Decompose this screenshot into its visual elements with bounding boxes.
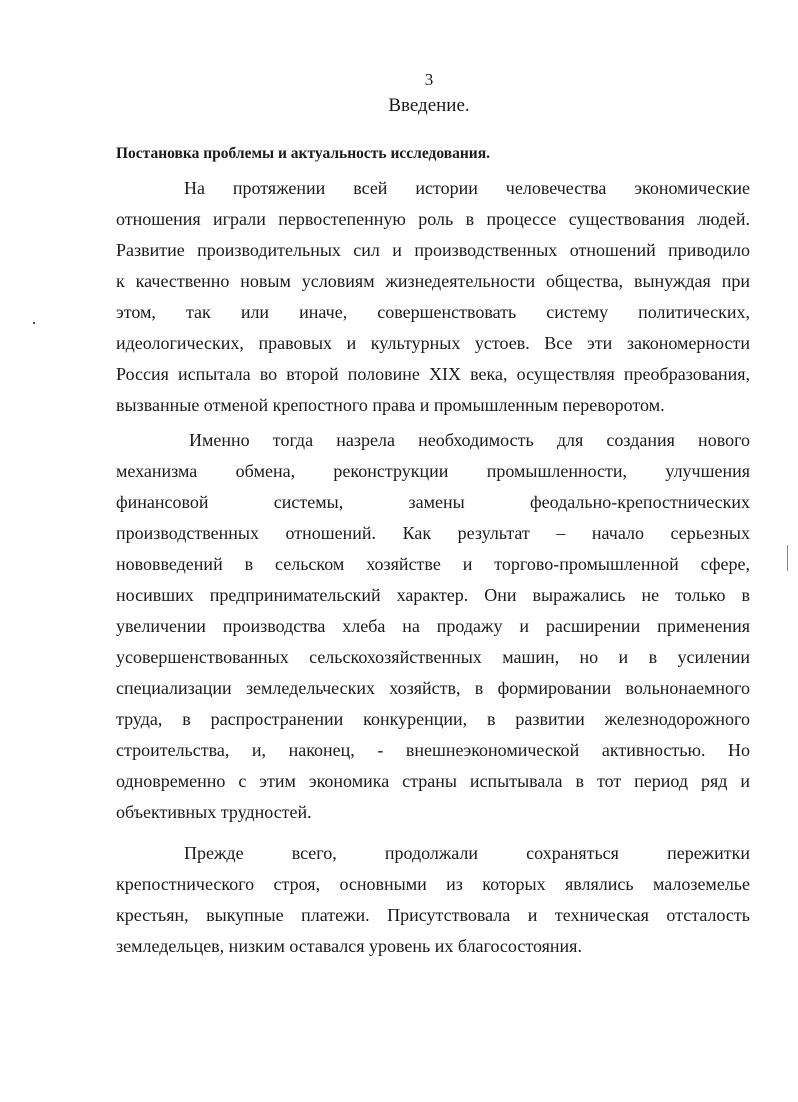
paragraph-line: специализации земледельческих хозяйств, в формировании вольнонаемного — [116, 678, 750, 698]
scan-edge-mark — [787, 545, 788, 571]
paragraph-line: труда, в распространении конкуренции, в развитии железнодорожного — [116, 709, 750, 729]
paragraph-line: Россия испытала во второй половине XIX века, осуществляя преобразования, — [116, 364, 750, 384]
scan-dot — [33, 322, 35, 324]
paragraph-line: Развитие производительных сил и производственных отношений приводило — [116, 240, 750, 260]
paragraph-line: строительства, и, наконец, - внешнеэкономической активностью. Но — [116, 740, 750, 760]
page-title: Введение. — [388, 95, 470, 116]
paragraph-line: вызванные отменой крепостного права и промышленным переворотом. — [116, 395, 665, 415]
paragraph-line: отношения играли первостепенную роль в процессе существования людей. — [116, 209, 750, 229]
paragraph-line: носивших предпринимательский характер. Они выражались не только в — [116, 585, 750, 605]
paragraph-line: земледельцев, низким оставался уровень их благосостояния. — [116, 936, 582, 956]
paragraph-line: идеологических, правовых и культурных устоев. Все эти закономерности — [116, 333, 750, 353]
paragraph-line: производственных отношений. Как результат – начало серьезных — [116, 523, 750, 543]
paragraph-line: одновременно с этим экономика страны испытывала в тот период ряд и — [116, 771, 750, 791]
paragraph-line: к качественно новым условиям жизнедеятельности общества, вынуждая при — [116, 271, 750, 291]
paragraph-line: На протяжении всей истории человечества экономические — [184, 178, 750, 198]
paragraph-line: увеличении производства хлеба на продажу и расширении применения — [116, 616, 750, 636]
paragraph-line: нововведений в сельском хозяйстве и торгово-промышленной сфере, — [116, 554, 750, 574]
paragraph-line: этом, так или иначе, совершенствовать систему политических, — [116, 302, 750, 322]
paragraph-line: Именно тогда назрела необходимость для создания нового — [189, 430, 750, 450]
paragraph-line: усовершенствованных сельскохозяйственных машин, но и в усилении — [116, 647, 750, 667]
paragraph-line: Прежде всего, продолжали сохраняться пережитки — [184, 843, 750, 863]
paragraph-line: крепостнического строя, основными из которых являлись малоземелье — [116, 874, 750, 894]
paragraph-line: крестьян, выкупные платежи. Присутствовала и техническая отсталость — [116, 905, 750, 925]
paragraph-line: механизма обмена, реконструкции промышленности, улучшения — [116, 461, 750, 481]
paragraph-line: объективных трудностей. — [116, 802, 312, 822]
paragraph-line: финансовой системы, замены феодально-крепостнических — [116, 492, 750, 512]
section-heading: Постановка проблемы и актуальность исследования. — [116, 145, 490, 162]
page-number: 3 — [424, 70, 434, 89]
